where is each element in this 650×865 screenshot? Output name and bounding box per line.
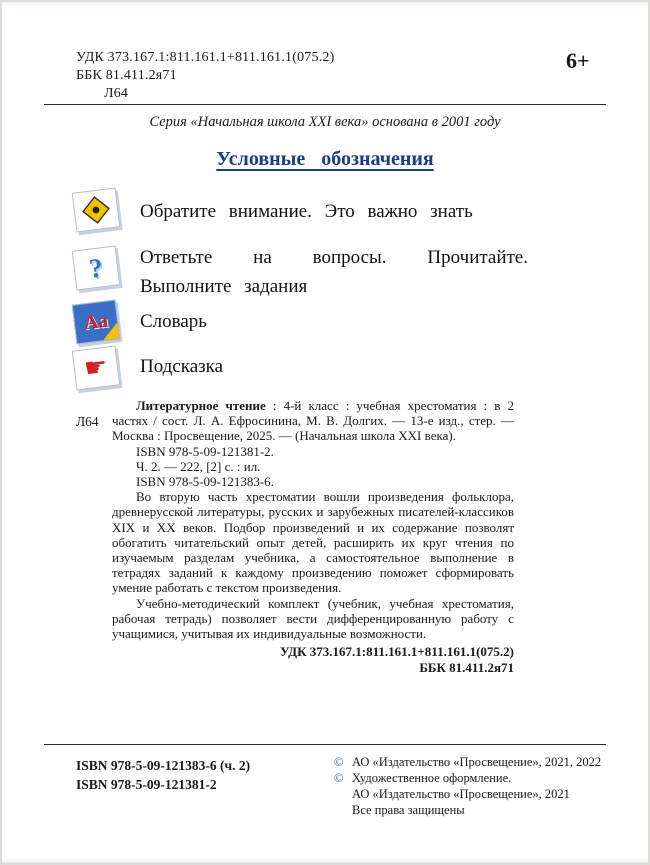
attention-icon-art	[78, 193, 113, 227]
question-icon	[72, 245, 121, 290]
legend-item-questions: Ответьте на вопросы. Прочитайте. Выполните задания	[140, 247, 528, 297]
copyright-text: АО «Издательство «Просвещение», 2021	[352, 787, 570, 801]
isbn-line-set: ISBN 978-5-09-121381-2	[76, 777, 217, 792]
annotation-paragraph-1: Во вторую часть хрестоматии вошли произведения фольклора, древнерусской литературы, русских и зарубежных писателей-классиков XIX и XX веков. Подбор произведений и их содержание позволят обогатить читательский опыт детей, расширить их круг чтения по изучаемым разделам учебника, а самостоятельное выполнение в тетрадях заданий к каждому произведению поможет сформировать умение работать с текстом произведения.	[112, 489, 514, 596]
legend-item-attention: Обратите внимание. Это важно знать	[140, 201, 473, 222]
dictionary-glyph: Аа	[82, 309, 110, 334]
age-rating-badge: 6+	[566, 48, 590, 73]
hint-hand-glyph: ☛	[82, 351, 110, 385]
bibliographic-record	[112, 398, 514, 444]
hint-icon	[72, 345, 121, 390]
legend-title: Условные обозначения	[216, 148, 434, 170]
attention-icon	[72, 187, 121, 232]
copyright-line	[334, 770, 601, 786]
isbn-line-part2: ISBN 978-5-09-121383-6 (ч. 2)	[76, 758, 251, 773]
part-line: Ч. 2. — 222, [2] с. : ил.	[136, 458, 261, 474]
footer-divider	[44, 744, 606, 745]
copyright-text: АО «Издательство «Просвещение», 2021, 2022	[352, 755, 602, 769]
udk-number: УДК 373.167.1:811.161.1+811.161.1(075.2)	[76, 50, 335, 65]
copyright-symbol-spacer	[334, 802, 352, 818]
header-divider	[44, 104, 606, 105]
bibliography-code: Л64	[76, 414, 99, 429]
question-glyph: ?	[87, 251, 105, 284]
copyright-block	[334, 754, 601, 818]
legend-item-dictionary: Словарь	[140, 311, 207, 332]
bibliography-block	[112, 398, 514, 676]
isbn-set-line: ISBN 978-5-09-121381-2.	[136, 443, 274, 459]
copyright-symbol-spacer	[334, 786, 352, 802]
bbk-number: ББК 81.411.2я71	[76, 68, 177, 83]
copyright-line	[334, 786, 601, 802]
book-title: Литературное чтение	[136, 398, 266, 413]
series-note: Серия «Начальная школа XXI века» основана в 2001 году	[149, 114, 501, 130]
author-sign-code: Л64	[104, 86, 129, 101]
dictionary-icon	[72, 299, 121, 344]
copyright-symbol: ©	[334, 755, 344, 769]
copyright-symbol: ©	[334, 771, 344, 785]
annotation-paragraph-2: Учебно-методический комплект (учебник, учебная хрестоматия, рабочая тетрадь) позволяет вести дифференцированную работу с учащимися, учитывая их индивидуальные возможности.	[112, 595, 514, 642]
record-details: : 4-й класс : учебная хрестоматия : в 2 частях / сост. Л. А. Ефросинина, М. В. Долгих. — 13-е изд., стер. — Москва : Просвещение, 2025. — (Начальная школа XXI века).	[112, 398, 514, 444]
legend-item-hint: Подсказка	[140, 356, 224, 377]
copyright-text: Все права защищены	[352, 803, 465, 817]
isbn-block	[76, 756, 250, 794]
udk-reference: УДК 373.167.1:811.161.1+811.161.1(075.2)	[279, 644, 514, 660]
copyright-text: Художественное оформление.	[352, 771, 512, 785]
isbn-part-line: ISBN 978-5-09-121383-6.	[136, 474, 274, 490]
copyright-line	[334, 754, 601, 770]
bbk-reference: ББК 81.411.2я71	[419, 660, 514, 676]
copyright-line	[334, 802, 601, 818]
